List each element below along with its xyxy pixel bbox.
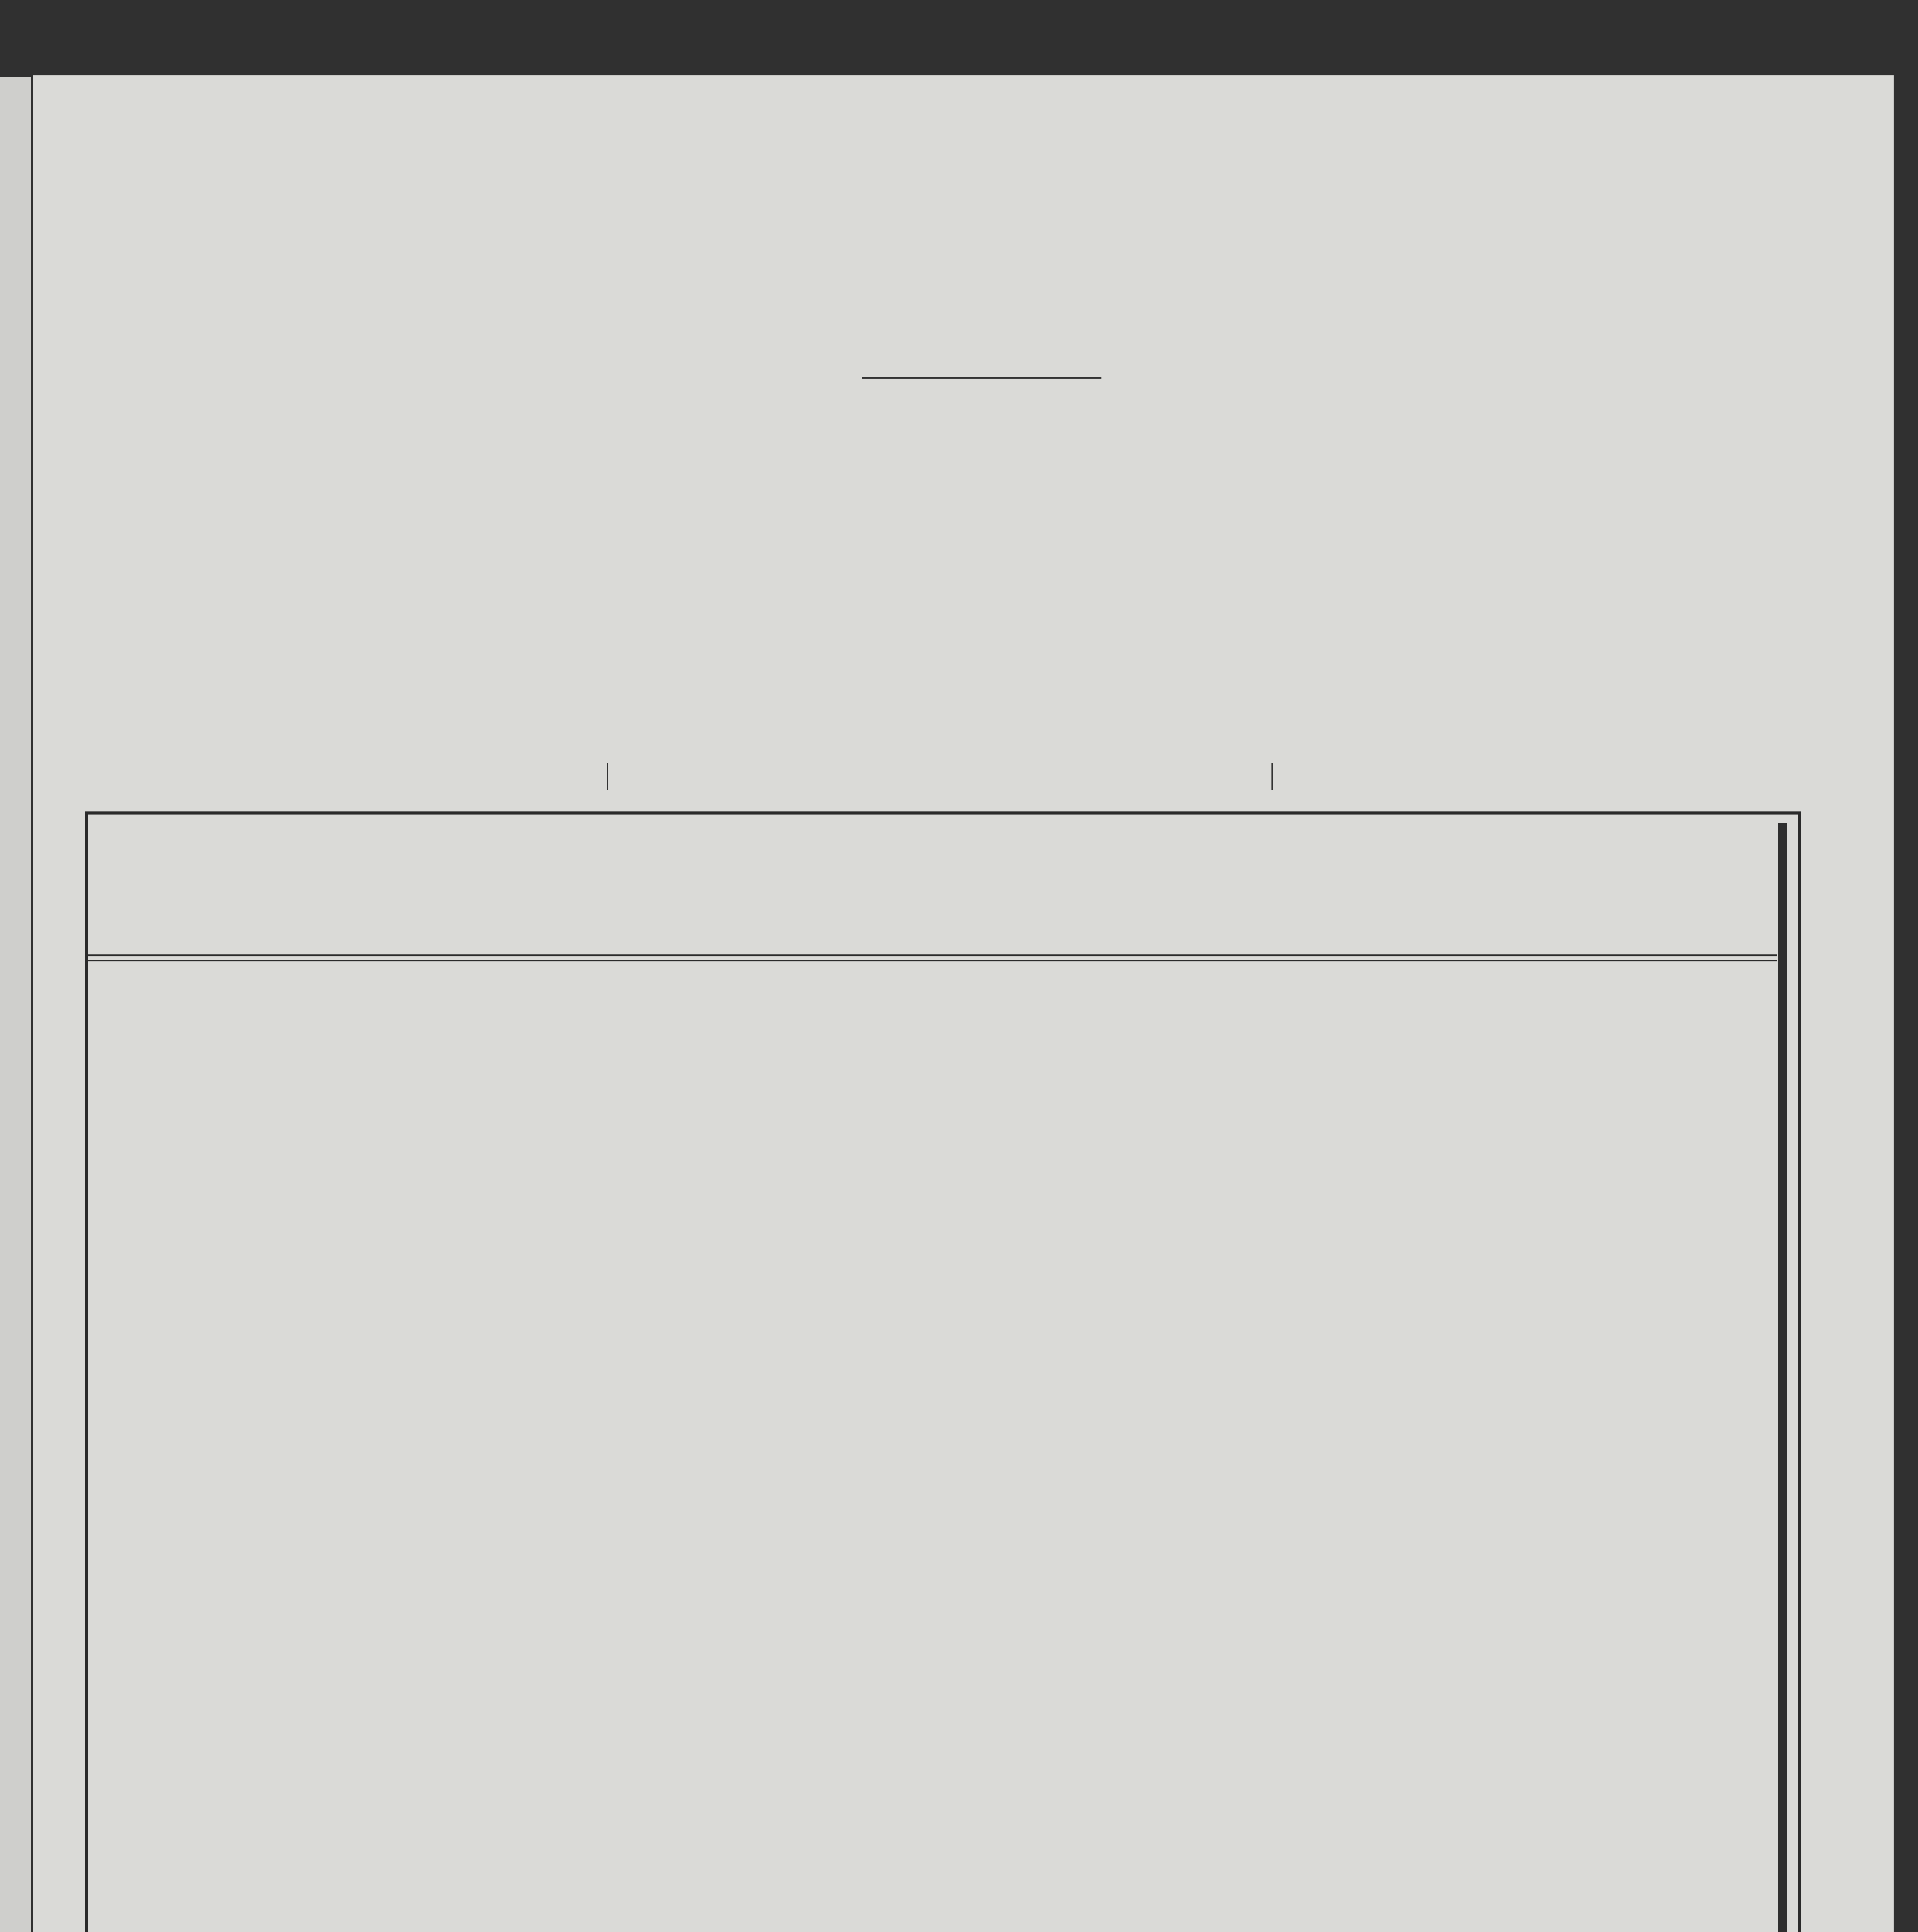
note-divider <box>1271 763 1273 790</box>
col-coupon <box>529 827 564 943</box>
adjacent-page-edge <box>0 77 31 1932</box>
table-shadow <box>1778 823 1787 1932</box>
header-bottom-rule <box>88 954 1777 956</box>
quotes-table <box>85 811 1801 1932</box>
note-divider <box>607 763 608 790</box>
header-bottom-rule-2 <box>88 960 1777 961</box>
title-rule <box>862 377 1101 379</box>
